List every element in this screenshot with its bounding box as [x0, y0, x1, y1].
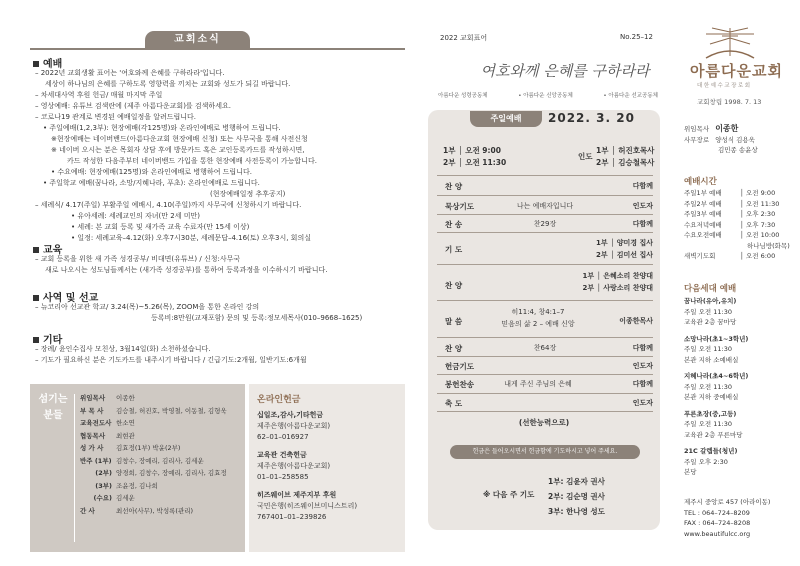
order-label: 말 씀 [445, 317, 463, 326]
service-leaders: 1부 │ 허진호목사 2부 │ 김승철목사 [596, 146, 655, 167]
bullet-square-icon [33, 295, 39, 301]
issue-number: No.25–12 [620, 33, 653, 41]
denomination: 대한예수교장로회 [697, 83, 752, 89]
member-row: (3부) 조윤정, 김나희 [95, 481, 158, 490]
notice-line: – 뉴코리아 선교관 학교/ 3.24(목)~5.26(목), ZOOM을 통한 온라인 강의 [35, 303, 260, 311]
notice-line: • 유아세례: 세례교인의 자녀(만 2세 미만) [71, 212, 200, 220]
order-leader: 다함께 [632, 344, 653, 352]
ministry-group: 지혜나라(초4~6학년) 주일 오전 11:30 본관 지하 중예배실 [684, 372, 749, 401]
members-list [80, 392, 227, 517]
service-times-list [684, 188, 790, 262]
order-label: 축 도 [445, 399, 463, 408]
notice-line: • 일정: 세례교육–4.12(화) 오후7시30분, 세례문답–4.16(토) 오후3시, 회의실 [71, 234, 311, 242]
order-content: 히11:4, 창4:1–7 믿음의 삶 2 – 예배 신앙 [501, 308, 575, 328]
notice-line: – 교회 등록을 위한 새 가족 성경공부/ 비대면(유튜브) / 신청:사무국 [35, 255, 241, 263]
notice-line: – 차세대사역 후원 헌금/ 매월 마지막 주일 [35, 91, 163, 99]
offering-group: 히즈웨이브 제주지부 후원 국민은행(히즈웨이브미니스트리) 767401–01–239826 [257, 491, 358, 521]
offering-note: 헌금은 들어오시면서 헌금함에 기도하시고 넣어 주세요. [450, 445, 640, 459]
member-row: 반주 (1부) 김창수, 장예리, 김리사, 김세운 [80, 456, 204, 465]
serving-members-label: 섬기는 분들 [38, 394, 68, 421]
order-label: 찬 양 [445, 281, 463, 290]
offering-group: 십일조,감사,기타헌금 제주은행(아름다운교회) 62–01–016927 [257, 411, 331, 441]
worship-order-tab: 주일예배 [470, 111, 542, 127]
order-leader: 이종한목사 [619, 317, 653, 325]
order-content: 찬29장 [533, 220, 557, 228]
service-row: 수요저녁예배 │ 오후 7:30 [684, 220, 776, 229]
worship-date: 2022. 3. 20 [548, 111, 635, 125]
order-leader: 다함께 [632, 220, 653, 228]
member-row: 교육전도사 한소연 [80, 419, 135, 427]
church-name: 아름다운교회 [690, 62, 783, 80]
address: 제주시 중앙로 457 (아라이동) [684, 498, 771, 506]
next-week-prayer-label: ※ 다음 주 기도 [483, 490, 535, 499]
etc-notices [35, 344, 307, 366]
order-label: 기 도 [445, 245, 463, 254]
news-divider [30, 48, 405, 50]
order-leader: 다함께 [632, 182, 653, 190]
service-times-title: 예배시간 [684, 177, 717, 187]
slogan-calligraphy [470, 50, 660, 90]
fax: FAX : 064–724–8208 [684, 519, 751, 527]
member-row: 부 목 사 김승철, 허진호, 박영철, 이동철, 김형욱 [80, 406, 227, 415]
service-row: 주일1부 예배 │ 오전 9:00 [684, 189, 776, 197]
order-label: 찬 양 [445, 182, 463, 191]
ministry-group: 꿈나라(유아,유치) 주일 오전 11:30 교육관 2층 꿈마당 [684, 297, 737, 326]
notice-line: – 영상예배: 유튜브 검색란에 (제주 아름다운교회)를 검색하세요. [35, 102, 231, 110]
row-divider [437, 356, 653, 357]
ministry-group: 21C 갈렙들(청년) 주일 오후 2:30 본당 [684, 447, 738, 476]
bullet-square-icon [33, 247, 39, 253]
slogan-text: 여호와께 은혜를 구하라라 [480, 62, 650, 80]
member-row: (수요) 김세운 [93, 494, 135, 502]
website-link[interactable]: www.beautifulcc.org [684, 529, 751, 538]
online-offering-title: 온라인헌금 [257, 395, 301, 405]
order-leader: 1부 │ 양미경 집사 2부 │ 김미선 집사 [596, 239, 653, 259]
order-leader: 인도자 [632, 399, 653, 407]
offering-group: 교육관 건축헌금 제주은행(아름다운교회) 01–01–258585 [257, 451, 331, 481]
notice-line: • 수요예배: 현장예배(125명)와 온라인예배로 병행하여 드립니다. [51, 168, 252, 176]
service-row: 주일2부 예배 │ 오전 11:30 [684, 199, 780, 208]
serving-members-box [30, 384, 245, 552]
order-content: 나는 예배자입니다 [516, 202, 574, 210]
notice-line: – 2022년 교회생활 표어는 '여호와께 은혜를 구하라라'입니다. [35, 69, 225, 77]
motto-label: 2022 교회표어 [440, 34, 488, 42]
church-logo-icon [700, 26, 760, 60]
row-divider [437, 411, 653, 412]
row-divider [437, 393, 653, 394]
established-date: 교회창립 1998. 7. 13 [697, 98, 762, 106]
service-row: 주일3부 예배 │ 오후 2:30 [684, 210, 776, 218]
notice-line: (현장예배일정 추후공지) [210, 190, 286, 198]
order-label: 찬 송 [445, 220, 463, 229]
service-row: 수요오전예배 │ 오전 10:00 [684, 231, 780, 239]
next-gen-title: 다음세대 예배 [684, 284, 737, 294]
order-content: 내게 주신 주님의 은혜 [504, 380, 572, 388]
row-divider [437, 300, 653, 301]
education-section-title: 교육 [33, 241, 62, 256]
notice-line: 카드 작성한 다음주부터 네이버밴드 가입을 통한 현장예배 사전등록이 가능합니다. [67, 157, 317, 165]
notice-line: • 주일예배(1,2,3부): 현장예배(각125명)와 온라인예배로 병행하여 드립니다. [43, 124, 281, 132]
bullet-square-icon [33, 61, 39, 67]
order-leader: 인도자 [632, 362, 653, 370]
order-label: 찬 양 [445, 344, 463, 353]
row-divider [437, 195, 653, 196]
leader-label: 인도 [578, 152, 593, 161]
order-label: 헌금기도 [445, 362, 474, 371]
notice-line: – 코로나19 관계로 변경된 예배일정을 알려드립니다. [35, 113, 196, 121]
row-divider [437, 232, 653, 233]
notice-line: – 장례/ 윤인수집사 모친상, 3월14일(화) 소천하셨습니다. [35, 345, 211, 353]
order-label: 묵상기도 [445, 202, 474, 211]
notice-line: 등록비:8만원(교재포함) 문의 및 등록:정모세목사(010–9668–1625) [151, 314, 363, 322]
row-divider [437, 264, 653, 265]
member-row: 위임목사 이종한 [80, 394, 135, 402]
notice-line: • 세례: 본 교회 등록 및 새가족 교육 수료자(만 15세 이상) [71, 223, 250, 231]
service-times: 1부 │ 오전 9:00 2부 │ 오전 11:30 [443, 146, 507, 167]
next-gen-list [684, 296, 748, 478]
member-row: 성 가 사 김효정(1부) 박윤(2부) [80, 444, 181, 452]
notice-line: • 주일학교 예배(꿈나라, 소망/지혜나라, 푸초): 온라인예배로 드립니다. [43, 179, 260, 187]
news-tab-title: 교회소식 [145, 31, 250, 49]
mission-section-title: 사역 및 선교 [33, 289, 98, 304]
member-row: 간 사 최선아(사무), 박성록(관리) [80, 506, 194, 515]
members-divider [74, 394, 75, 542]
ministry-group: 푸른초장(중,고등) 주일 오전 11:30 교육관 2층 푸른마당 [684, 409, 743, 439]
etc-section-title: 기타 [33, 331, 62, 346]
notice-line: – 세례식/ 4.17(주일) 부활주일 예배시, 4.10(주일)까지 사무국에 신청하시기 바랍니다. [35, 201, 302, 209]
notice-line: ※ 네이버 오시는 분은 목회자 상담 후에 방문카드 혹은 교인등록카드를 작성하시면, [51, 146, 305, 154]
row-divider [437, 374, 653, 375]
community-line: 아름다운 성령공동체 • 아름다운 신앙공동체 • 아름다운 선교공동체 [438, 93, 658, 99]
mission-notices [35, 302, 362, 324]
closing-song: (선한능력으로) [518, 418, 570, 427]
order-leader: 1부 │ 은혜소리 찬양대 2부 │ 사랑소리 찬양대 [582, 272, 653, 292]
order-leader: 인도자 [632, 202, 653, 210]
row-divider [437, 214, 653, 215]
online-offering-box [249, 384, 405, 552]
next-week-prayer-list: 1부: 김윤자 권사 2부: 김순명 권사 3부: 한나영 성도 [548, 477, 605, 516]
notice-line: 세상이 하나님의 은혜를 구하도록 영향력을 끼치는 교회와 성도가 되길 바랍니다. [45, 80, 291, 88]
ministry-group: 소망나라(초1~3학년) 주일 오전 11:30 본관 지하 소예배실 [684, 334, 749, 364]
worship-notices [35, 68, 317, 244]
contact-info [684, 497, 770, 539]
telephone: TEL : 064–724–8209 [684, 508, 750, 517]
row-divider [437, 337, 653, 338]
education-notices [35, 254, 327, 276]
pastor-info: 위임목사 이종한 사무장로 양성식 김용욱 김민종 송윤상 [684, 124, 758, 154]
service-row: 새벽기도회 │ 오전 6:00 [684, 252, 776, 260]
notice-line: 새로 나오시는 성도님들께서는 (새가족 성경공부)를 통하여 등록과정을 이수하시기 바랍니다. [45, 266, 328, 274]
order-content: 찬64장 [533, 344, 557, 352]
member-row: 협동목사 최현관 [80, 431, 135, 440]
bullet-square-icon [33, 337, 39, 343]
member-row: (2부) 양경희, 김창수, 장예리, 김리사, 김효정 [95, 469, 227, 477]
order-label: 봉헌찬송 [445, 380, 474, 389]
service-row: 하나님방(화목) [747, 241, 790, 250]
order-leader: 다함께 [632, 380, 653, 388]
row-divider [437, 175, 653, 176]
notice-line: – 기도가 필요하신 분은 기도카드를 내주시기 바랍니다 / 긴급기도:2개월, 일반기도:6개월 [35, 356, 307, 364]
worship-section-title: 예배 [33, 55, 62, 70]
notice-line: ※현장예배는 네이버밴드(아름다운교회 현장예배 신청) 또는 사무국을 통해 사전신청 [51, 135, 308, 143]
